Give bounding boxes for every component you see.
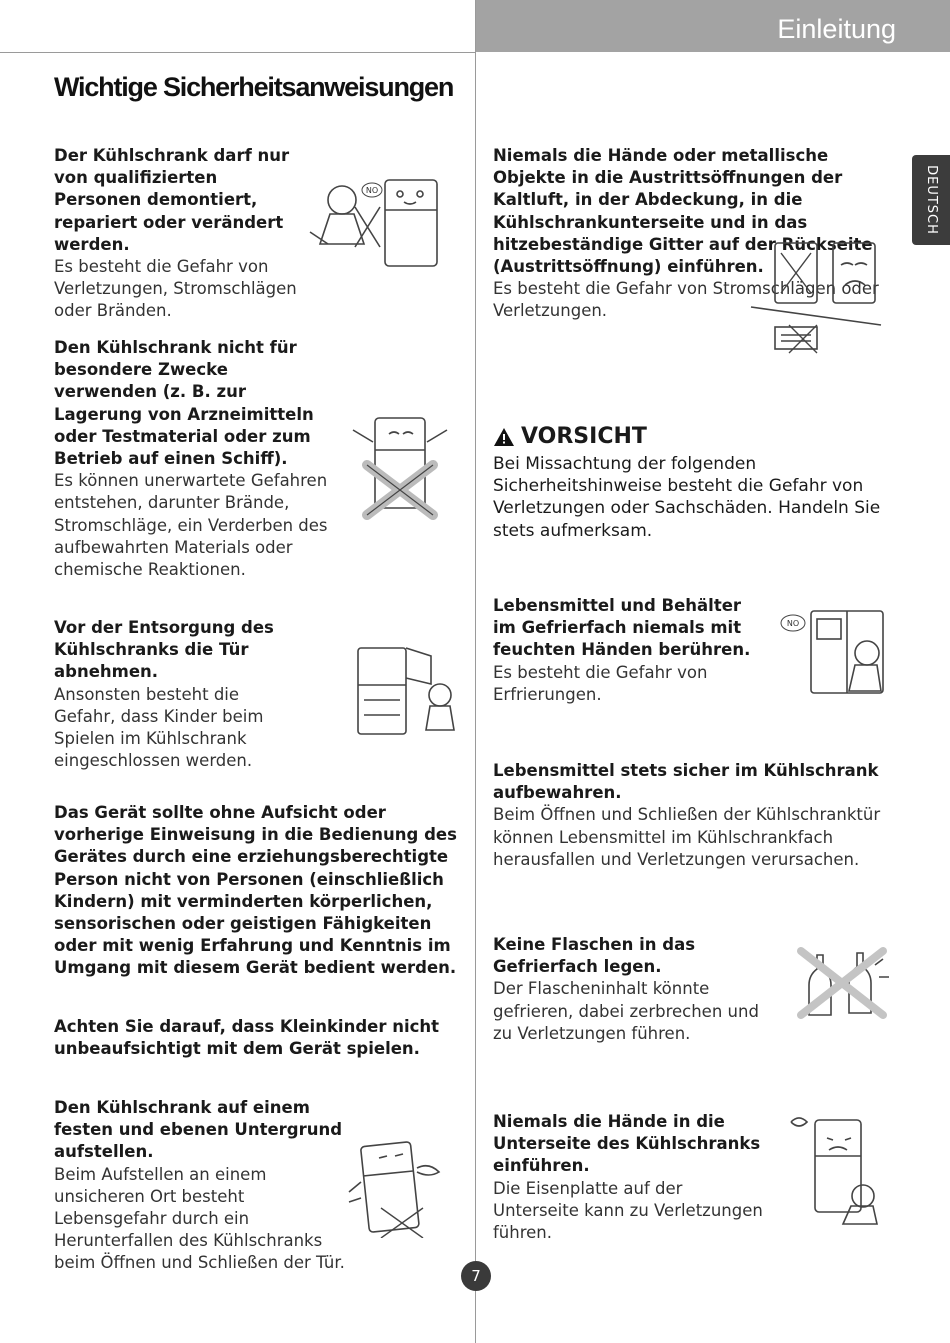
- fridge-unstable-floor-illustration: [345, 1138, 455, 1238]
- section-header-bar: [476, 0, 950, 52]
- item-heading: Den Kühlschrank auf einem festen und ebenen Untergrund aufstellen.: [54, 1098, 343, 1162]
- item-body: Ansonsten besteht die Gefahr, dass Kinder beim Spielen im Kühlschrank eingeschlossen werden.: [54, 684, 264, 771]
- item-body: Es können unerwartete Gefahren entstehen, darunter Brände, Stromschläge, ein Verderben des aufbewahrten Materials oder chemische Reaktionen.: [54, 471, 328, 580]
- safety-item-disposal: [54, 617, 304, 772]
- item-heading: Keine Flaschen in das Gefrierfach legen.: [493, 935, 696, 977]
- item-heading: Lebensmittel stets sicher im Kühlschrank aufbewahren.: [493, 761, 879, 803]
- safety-item-underside: [493, 1111, 768, 1244]
- fridge-underside-illustration: [785, 1112, 895, 1227]
- item-heading: Das Gerät sollte ohne Aufsicht oder vorherige Einweisung in die Bedienung des Gerätes durch eine erziehungsberechtigte Person nicht von Personen (einschließlich Kindern) mit verminderten körperlichen, sensorischen oder geistigen Fähigkeiten oder mit wenig Erfahrung und Kenntnis im Umgang mit diesem Gerät bedient werden.: [54, 803, 457, 978]
- fridge-openings-illustration: [745, 235, 895, 355]
- language-tab: [912, 155, 950, 245]
- safety-item-children: [54, 1016, 462, 1060]
- item-body: Der Flascheninhalt könnte gefrieren, dabei zerbrechen und zu Verletzungen führen.: [493, 979, 759, 1043]
- safety-item-wet-hands: [493, 595, 763, 706]
- fridge-door-removal-illustration: [352, 640, 462, 740]
- safety-item-supervision: [54, 802, 462, 980]
- column-divider: [475, 0, 476, 1343]
- warning-triangle-icon: [493, 427, 515, 447]
- item-heading: Niemals die Hände oder metallische Objekte in die Austrittsöffnungen der Kaltluft, in der Abdeckung, in die Kühlschrankunterseite und in das hitzebeständige Gitter auf der Rückseite (Austrittsöffnung) einführen.: [493, 146, 873, 277]
- language-tab-label: DEUTSCH: [924, 165, 939, 235]
- item-body: Beim Aufstellen an einem unsicheren Ort besteht Lebensgefahr durch ein Herunterfallen des Kühlschranks beim Öffnen und Schließen der Tür.: [54, 1164, 345, 1273]
- fridge-repair-illustration: [300, 172, 460, 272]
- freezer-wet-hands-illustration: [775, 605, 890, 695]
- item-heading: Den Kühlschrank nicht für besondere Zwecke verwenden (z. B. zur Lagerung von Arzneimitteln oder Testmaterial oder zum Betrieb auf einen Schiff).: [54, 338, 314, 469]
- caution-text: [493, 453, 898, 542]
- safety-item-disassembly: [54, 145, 299, 323]
- item-heading: Niemals die Hände in die Unterseite des Kühlschranks einführen.: [493, 1112, 761, 1176]
- item-body: Es besteht die Gefahr von Stromschlägen oder Verletzungen.: [493, 279, 879, 321]
- item-body: Es besteht die Gefahr von Verletzungen, Stromschlägen oder Bränden.: [54, 257, 297, 321]
- bottles-in-freezer-illustration: [795, 945, 890, 1020]
- caution-title: VORSICHT: [521, 424, 647, 449]
- item-heading: Achten Sie darauf, dass Kleinkinder nicht unbeaufsichtigt mit dem Gerät spielen.: [54, 1017, 440, 1059]
- item-body: Die Eisenplatte auf der Unterseite kann zu Verletzungen führen.: [493, 1178, 763, 1243]
- page-title: Wichtige Sicherheitsanweisungen: [54, 72, 454, 102]
- item-heading: Lebensmittel und Behälter im Gefrierfach niemals mit feuchten Händen berühren.: [493, 596, 751, 660]
- no-badge-label: NO: [786, 619, 800, 628]
- page-number: 7: [461, 1261, 491, 1291]
- top-rule: [0, 52, 476, 53]
- safety-item-special-use: [54, 337, 334, 581]
- safety-item-bottles: [493, 934, 778, 1045]
- no-badge-label: NO: [365, 186, 379, 195]
- item-body: Es besteht die Gefahr von Erfrierungen.: [493, 662, 708, 704]
- item-heading: Der Kühlschrank darf nur von qualifizierten Personen demontiert, repariert oder verändert werden.: [54, 146, 290, 254]
- safety-item-food-storage: [493, 760, 898, 871]
- safety-item-installation: [54, 1097, 349, 1275]
- item-body: Beim Öffnen und Schließen der Kühlschranktür können Lebensmittel im Kühlschrankfach herausfallen und Verletzungen verursachen.: [493, 805, 881, 869]
- caution-body: Bei Missachtung der folgenden Sicherheitshinweise besteht die Gefahr von Verletzungen oder Sachschäden. Handeln Sie stets aufmerksam.: [493, 454, 881, 541]
- section-title: Einleitung: [777, 14, 896, 44]
- caution-heading: [493, 424, 647, 449]
- item-heading: Vor der Entsorgung des Kühlschranks die Tür abnehmen.: [54, 618, 274, 682]
- fridge-misuse-illustration: [345, 410, 455, 520]
